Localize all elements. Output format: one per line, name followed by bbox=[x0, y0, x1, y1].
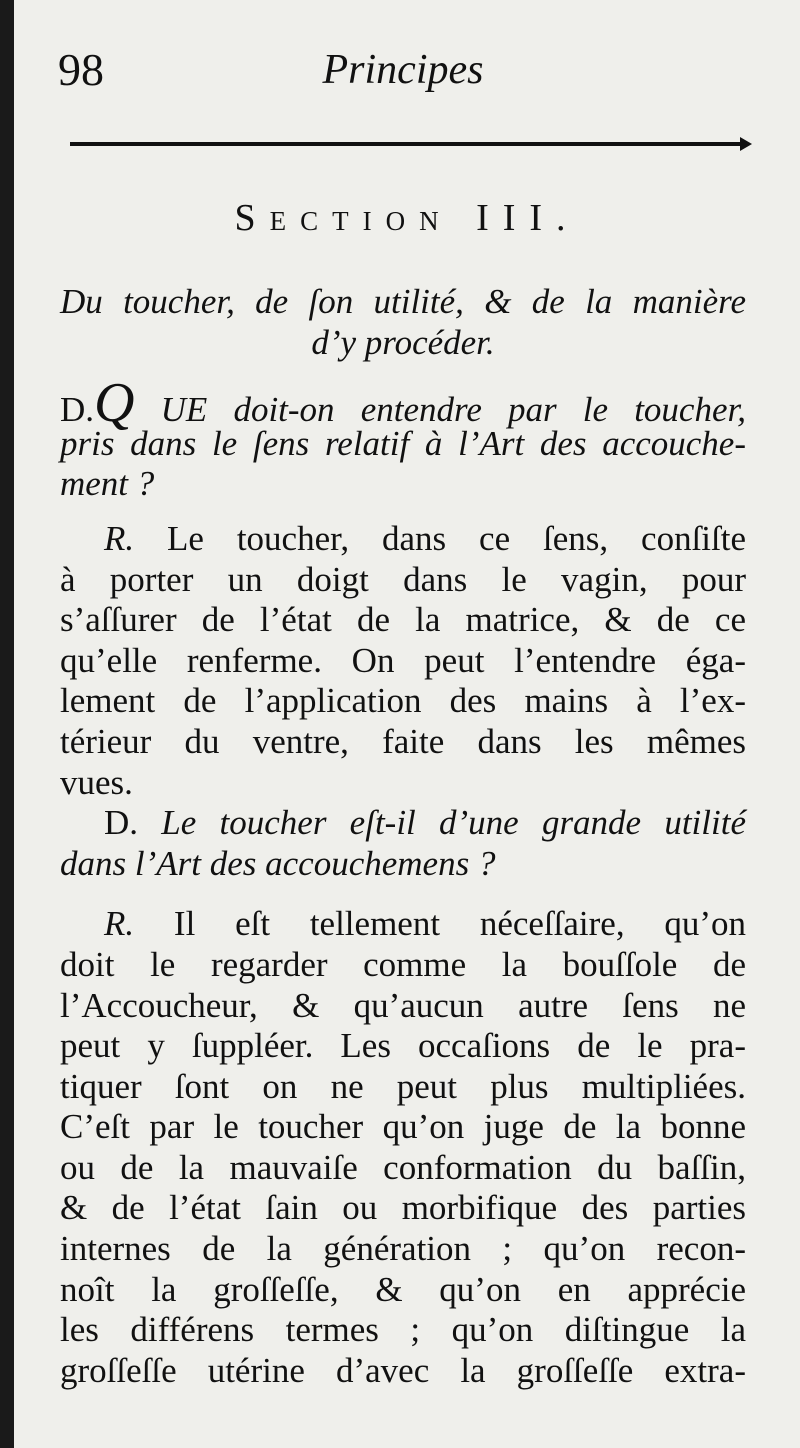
body-text bbox=[60, 282, 746, 1391]
question-text: UE doit-on entendre par le toucher, bbox=[160, 390, 746, 430]
answer-line: ou de la mauvaiſe conformation du baſſin, bbox=[60, 1147, 746, 1187]
question-line: ment ? bbox=[60, 464, 155, 504]
header-rule bbox=[70, 142, 742, 146]
answer-line: internes de la génération ; qu’on recon- bbox=[60, 1229, 746, 1269]
drop-capital: Q bbox=[94, 372, 135, 435]
question-line: pris dans le ſens relatif à l’Art des accouche- bbox=[60, 423, 746, 463]
answer-marker: R. bbox=[104, 518, 135, 558]
answer-line: C’eſt par le toucher qu’on juge de la bonne bbox=[60, 1107, 746, 1147]
answer-line: noît la groſſeſſe, & qu’on en apprécie bbox=[60, 1269, 746, 1309]
answer-text: Le toucher, dans ce ſens, conſiſte bbox=[167, 518, 747, 558]
running-head bbox=[58, 40, 748, 100]
answer-marker: R. bbox=[104, 904, 135, 944]
answer-line: groſſeſſe utérine d’avec la groſſeſſe extra- bbox=[60, 1350, 746, 1390]
question-text: Le toucher eſt-il d’une grande utilité bbox=[161, 803, 746, 843]
answer-line: & de l’état ſain ou morbifique des parties bbox=[60, 1188, 746, 1228]
answer-line: doit le regarder comme la bouſſole de bbox=[60, 944, 746, 984]
question-line bbox=[60, 803, 746, 844]
answer-line: peut y ſuppléer. Les occaſions de le pra- bbox=[60, 1026, 746, 1066]
answer-text: Il eſt tellement néceſſaire, qu’on bbox=[173, 904, 747, 944]
section-title: Section III. bbox=[234, 197, 580, 239]
answer-line: tiquer ſont on ne peut plus multipliées. bbox=[60, 1066, 746, 1106]
answer-line: les différens termes ; qu’on diſtingue la bbox=[60, 1310, 746, 1350]
heading-line: Du toucher, de ſon utilité, & de la manière bbox=[60, 282, 746, 321]
answer-line: térieur du ventre, faite dans les mêmes bbox=[60, 721, 746, 761]
answer-line bbox=[60, 519, 746, 560]
answer-line: qu’elle renferme. On peut l’entendre éga- bbox=[60, 640, 746, 680]
page-number: 98 bbox=[58, 44, 104, 95]
answer-line: vues. bbox=[60, 762, 133, 802]
answer-line: l’Accoucheur, & qu’aucun autre ſens ne bbox=[60, 985, 746, 1025]
question-marker: D. bbox=[104, 803, 139, 843]
running-title: Principes bbox=[322, 47, 484, 93]
question-line bbox=[60, 372, 746, 435]
answer-line bbox=[60, 904, 746, 945]
answer-line: s’aſſurer de l’état de la matrice, & de ce bbox=[60, 600, 746, 640]
book-page bbox=[14, 0, 800, 1448]
answer-line: à porter un doigt dans le vagin, pour bbox=[60, 559, 746, 599]
question-line: dans l’Art des accouchemens ? bbox=[60, 843, 496, 883]
answer-line: lement de l’application des mains à l’ex- bbox=[60, 681, 746, 721]
question-marker: D. bbox=[60, 390, 95, 430]
heading-line: d’y procéder. bbox=[311, 322, 495, 362]
